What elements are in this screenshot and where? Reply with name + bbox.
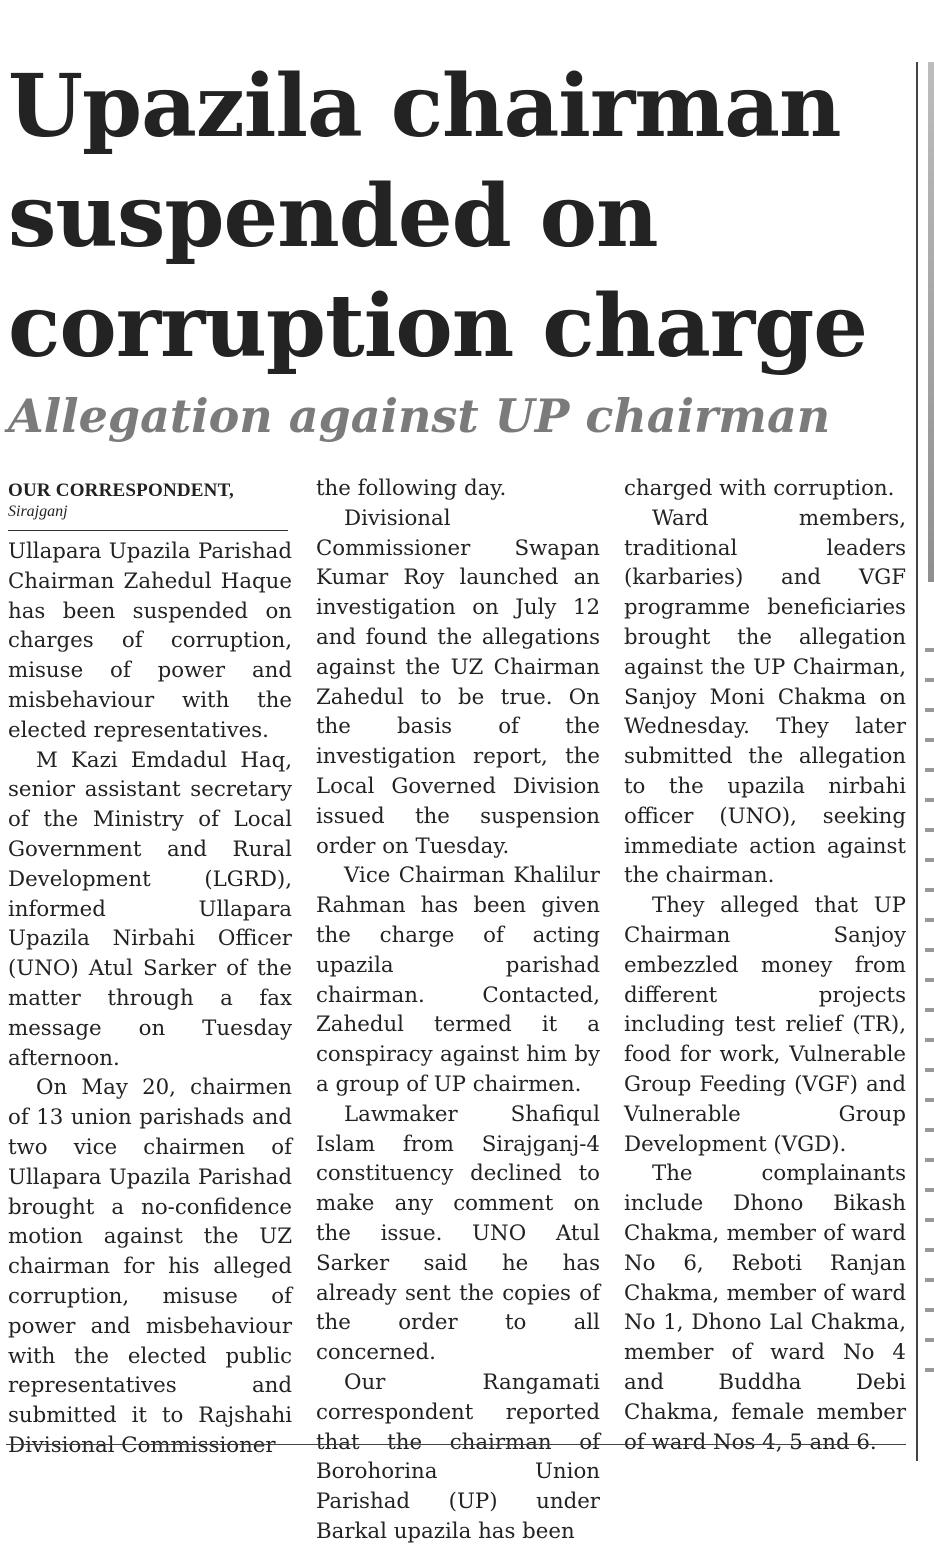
article-column-2 <box>316 474 600 1547</box>
paragraph: Vice Chairman Khalilur Rahman has been given the charge of acting upazila parishad chairman. Contacted, Zahedul termed it a conspiracy against him by a group of UP chairmen. <box>316 863 600 1097</box>
paragraph: They alleged that UP Chairman Sanjoy embezzled money from different projects including test relief (TR), food for work, Vulnerable Group Feeding (VGF) and Vulnerable Group Development (VGD). <box>624 893 906 1157</box>
paragraph: Ward members, traditional leaders (karbaries) and VGF programme beneficiaries brought the allegation against the UP Chairman, Sanjoy Moni Chakma on Wednesday. They later submitted the allegation to the upazila nirbahi officer (UNO), seeking immediate action against the chairman. <box>624 505 906 889</box>
bottom-divider <box>6 1444 906 1445</box>
paragraph: Our Rangamati correspondent reported that the chairman of Borohorina Union Parishad (UP) under Barkal upazila has been <box>316 1369 600 1544</box>
paragraph: Divisional Commissioner Swapan Kumar Roy launched an investigation on July 12 and found the allegations against the UZ Chairman Zahedul to be true. On the basis of the investigation report, the Local Governed Division issued the suspension order on Tuesday. <box>316 505 600 859</box>
paragraph: the following day. <box>316 476 507 501</box>
article-column-1 <box>8 474 292 1461</box>
adjacent-photo-edge <box>928 62 934 582</box>
paragraph: Lawmaker Shafiqul Islam from Sirajganj-4 constituency declined to make any comment on the issue. UNO Atul Sarker said he has already sent the copies of the order to all concerned. <box>316 1101 600 1366</box>
paragraph: On May 20, chairmen of 13 union parishads and two vice chairmen of Ullapara Upazila Parishad brought a no-confidence motion against the UZ chairman for his alleged corruption, misuse of power and misbehaviour with the elected public representatives and submitted it to Rajshahi Divisional Commissioner <box>8 1075 292 1458</box>
article-column-3 <box>624 474 906 1457</box>
subheadline: Allegation against UP chairman <box>8 389 831 443</box>
paragraph: charged with corruption. <box>624 476 895 501</box>
byline-name: OUR CORRESPONDENT, <box>8 480 234 501</box>
byline-divider <box>8 530 288 531</box>
column-divider <box>916 62 918 1461</box>
byline-place: Sirajganj <box>8 503 68 520</box>
adjacent-article-edge <box>925 630 934 1390</box>
paragraph: The complainants include Dhono Bikash Chakma, member of ward No 6, Reboti Ranjan Chakma, member of ward No 1, Dhono Lal Chakma, member of ward No 4 and Buddha Debi Chakma, female member of ward Nos 4, 5 and 6. <box>624 1161 906 1455</box>
paragraph: Ullapara Upazila Parishad Chairman Zahedul Haque has been suspended on charges of corruption, misuse of power and misbehaviour with the elected representatives. <box>8 539 292 743</box>
headline: Upazila chairman suspended on corruption charge <box>8 56 867 377</box>
paragraph: M Kazi Emdadul Haq, senior assistant secretary of the Ministry of Local Government and Rural Development (LGRD), informed Ullapara Upazila Nirbahi Officer (UNO) Atul Sarker of the matter through a fax message on Tuesday afternoon. <box>8 747 292 1071</box>
